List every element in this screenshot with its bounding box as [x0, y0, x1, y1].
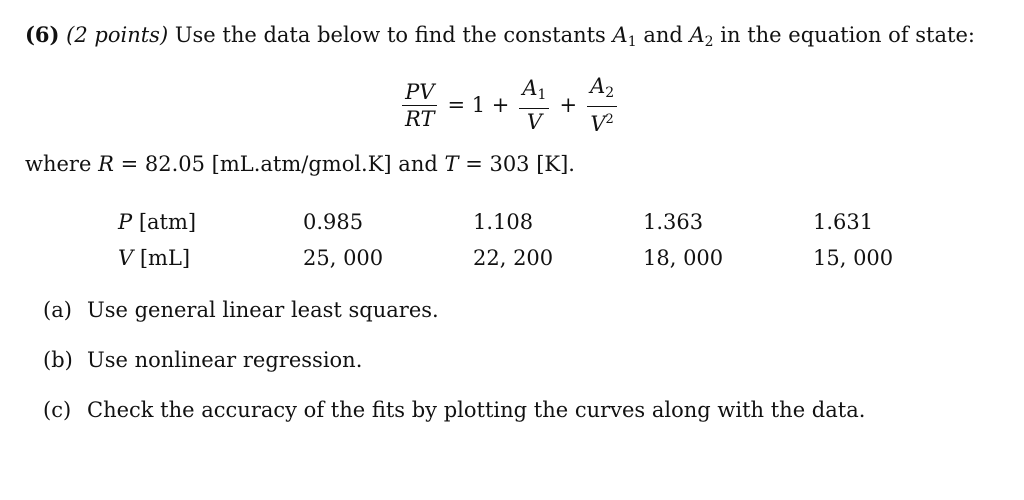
part-b-text: Use nonlinear regression.: [87, 348, 363, 372]
part-b-tag: (b): [43, 348, 73, 372]
fraction-a2-v2: [587, 73, 617, 137]
fraction-numerator: $A_2$: [590, 74, 615, 101]
table-cell: 15, 000: [813, 246, 894, 270]
table-cell: 0.985: [303, 210, 364, 234]
part-a: [43, 298, 439, 322]
row-label-volume: V [mL]: [118, 246, 191, 270]
table-cell: 1.363: [643, 210, 704, 234]
fraction-numerator: PV: [405, 79, 435, 104]
fraction-numerator: $A_1$: [522, 76, 547, 103]
table-row-pressure: [118, 204, 913, 240]
t-value: = 303 [K].: [465, 152, 575, 176]
fraction-a1-v: [519, 75, 549, 135]
part-c-tag: (c): [43, 398, 72, 422]
part-c-text: Check the accuracy of the fits by plotting the curves along with the data.: [87, 398, 866, 422]
question-header: [25, 22, 975, 50]
table-cell: 1.108: [473, 210, 534, 234]
question-points: (2 points): [66, 23, 169, 47]
question-text-after: in the equation of state:: [720, 23, 975, 47]
fraction-denominator: V: [526, 110, 542, 134]
table-cell: 1.631: [813, 210, 874, 234]
question-text-before: Use the data below to find the constants: [174, 23, 606, 47]
constants-line: [25, 152, 575, 176]
part-a-text: Use general linear least squares.: [87, 298, 439, 322]
part-a-tag: (a): [43, 298, 72, 322]
fraction-pv-rt: [402, 79, 437, 132]
data-table: [118, 204, 913, 276]
where-word: where: [25, 152, 92, 176]
question-and-word: and: [643, 23, 683, 47]
and-word: and: [398, 152, 438, 176]
t-symbol: T: [444, 152, 459, 176]
part-b: [43, 348, 362, 372]
equation-of-state: [398, 74, 621, 136]
fraction-denominator: RT: [405, 106, 435, 131]
constant-a2: $A_2$: [689, 23, 714, 50]
part-c: [43, 398, 865, 422]
plus-sign: +: [559, 93, 578, 117]
row-label-pressure: P [atm]: [118, 210, 197, 234]
fraction-denominator: $V^2$: [590, 112, 614, 136]
table-cell: 18, 000: [643, 246, 724, 270]
question-number: (6): [25, 22, 60, 47]
constant-a1: $A_1$: [612, 23, 637, 50]
r-symbol: R: [98, 152, 114, 176]
table-row-volume: [118, 240, 913, 276]
table-cell: 22, 200: [473, 246, 554, 270]
equals-one-plus: = 1 +: [447, 93, 510, 117]
table-cell: 25, 000: [303, 246, 384, 270]
r-value: = 82.05 [mL.atm/gmol.K]: [120, 152, 392, 176]
